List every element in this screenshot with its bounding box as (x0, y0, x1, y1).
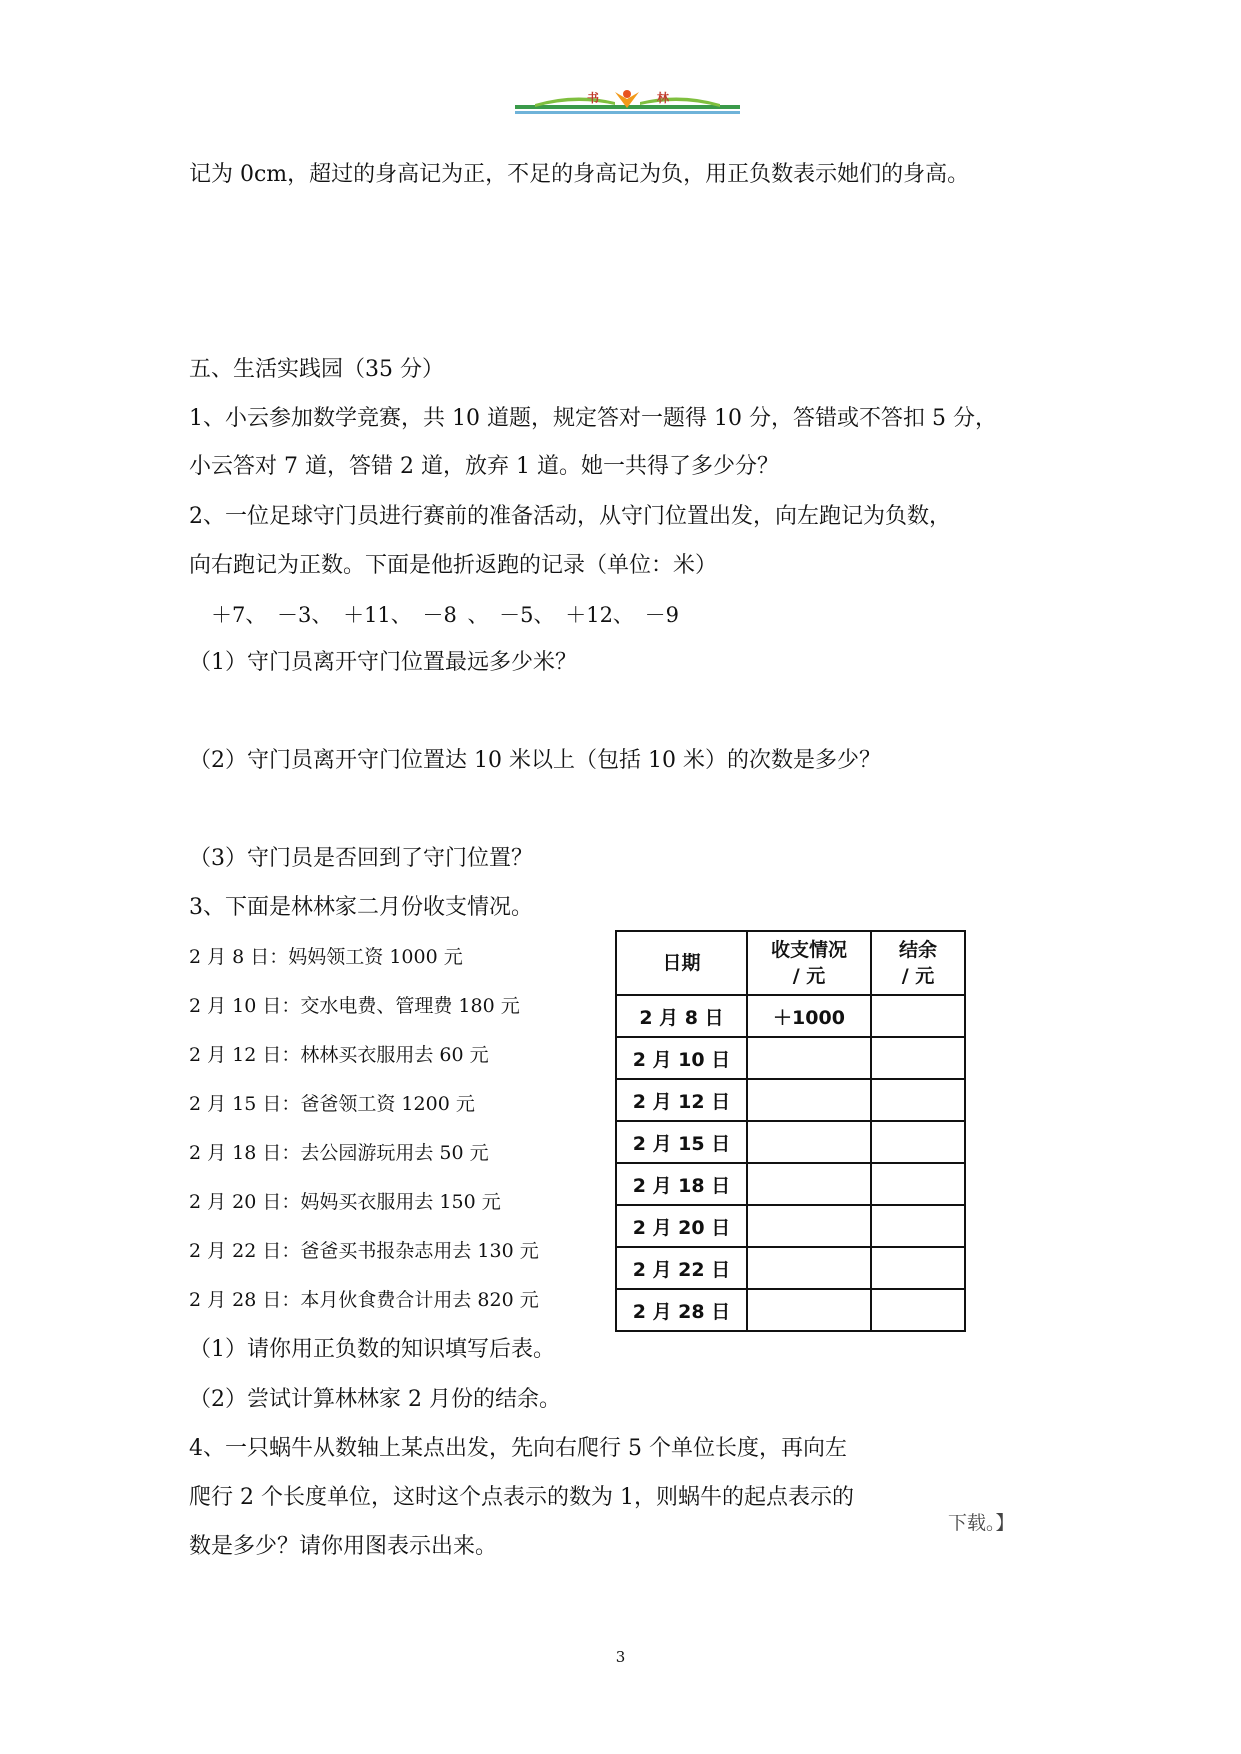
cell-balance[interactable] (871, 1121, 965, 1163)
cell-amount[interactable] (747, 1121, 871, 1163)
q1-line2: 小云答对 7 道，答错 2 道，放弃 1 道。她一共得了多少分？ (189, 454, 779, 479)
q2-records: ＋7、 －3、 ＋11、 －8 、 －5、 ＋12、 －9 (211, 603, 679, 627)
q3-item: 2 月 28 日：本月伙食费合计用去 820 元 (189, 1289, 539, 1311)
q3-sub2: （2）尝试计算林林家 2 月份的结余。 (189, 1387, 561, 1412)
cell-balance[interactable] (871, 1079, 965, 1121)
svg-text:林: 林 (657, 91, 670, 105)
q3-item: 2 月 10 日：交水电费、管理费 180 元 (189, 995, 520, 1017)
table-row (616, 1205, 965, 1247)
q4-line3: 数是多少？请你用图表示出来。 (189, 1534, 498, 1559)
q2-sub2: （2）守门员离开守门位置达 10 米以上（包括 10 米）的次数是多少？ (189, 748, 881, 773)
header-amount: 收支情况 / 元 (747, 931, 871, 995)
cell-date: 2 月 20 日 (616, 1205, 747, 1247)
q2-sub1: （1）守门员离开守门位置最远多少米？ (189, 650, 577, 675)
page-number: 3 (615, 1648, 626, 1666)
cell-date: 2 月 10 日 (616, 1037, 747, 1079)
q4-line1: 4、一只蜗牛从数轴上某点出发，先向右爬行 5 个单位长度，再向左 (189, 1436, 847, 1461)
cell-balance[interactable] (871, 995, 965, 1037)
table-row (616, 1247, 965, 1289)
cell-balance[interactable] (871, 1289, 965, 1331)
cell-balance[interactable] (871, 1163, 965, 1205)
table-row (616, 1289, 965, 1331)
cell-amount[interactable] (747, 1205, 871, 1247)
income-expense-table (615, 930, 966, 1332)
q4-line2: 爬行 2 个长度单位，这时这个点表示的数为 1，则蜗牛的起点表示的 (189, 1485, 854, 1510)
cell-amount[interactable] (747, 1247, 871, 1289)
q3-item: 2 月 8 日：妈妈领工资 1000 元 (189, 946, 463, 968)
cell-balance[interactable] (871, 1037, 965, 1079)
cell-amount[interactable] (747, 1289, 871, 1331)
cell-date: 2 月 8 日 (616, 995, 747, 1037)
cell-amount[interactable] (747, 1079, 871, 1121)
q3-item: 2 月 15 日：爸爸领工资 1200 元 (189, 1093, 475, 1115)
q3-item: 2 月 20 日：妈妈买衣服用去 150 元 (189, 1191, 501, 1213)
header-date: 日期 (616, 931, 747, 995)
q3-item: 2 月 22 日：爸爸买书报杂志用去 130 元 (189, 1240, 539, 1262)
q3-title: 3、下面是林林家二月份收支情况。 (189, 895, 533, 920)
q2-line1: 2、一位足球守门员进行赛前的准备活动，从守门位置出发，向左跑记为负数， (189, 504, 951, 529)
cell-date: 2 月 18 日 (616, 1163, 747, 1205)
q1-line1: 1、小云参加数学竞赛，共 10 道题，规定答对一题得 10 分，答错或不答扣 5 分， (189, 406, 997, 431)
q3-sub1: （1）请你用正负数的知识填写后表。 (189, 1337, 555, 1362)
cell-date: 2 月 22 日 (616, 1247, 747, 1289)
table-row (616, 1037, 965, 1079)
cell-balance[interactable] (871, 1247, 965, 1289)
table-row (616, 1163, 965, 1205)
table-row (616, 995, 965, 1037)
intro-line: 记为 0cm，超过的身高记为正，不足的身高记为负，用正负数表示她们的身高。 (189, 162, 970, 187)
cell-amount[interactable] (747, 1037, 871, 1079)
svg-text:书: 书 (587, 91, 600, 105)
table-header-row (616, 931, 965, 995)
q2-sub3: （3）守门员是否回到了守门位置？ (189, 846, 533, 871)
table-row (616, 1079, 965, 1121)
cell-amount[interactable]: ＋1000 (747, 995, 871, 1037)
table-row (616, 1121, 965, 1163)
header-balance: 结余 / 元 (871, 931, 965, 995)
q3-item: 2 月 18 日：去公园游玩用去 50 元 (189, 1142, 489, 1164)
q2-line2: 向右跑记为正数。下面是他折返跑的记录（单位：米） (189, 553, 718, 578)
download-note: 下载。】 (948, 1512, 1015, 1534)
cell-amount[interactable] (747, 1163, 871, 1205)
cell-balance[interactable] (871, 1205, 965, 1247)
cell-date: 2 月 15 日 (616, 1121, 747, 1163)
q3-item: 2 月 12 日：林林买衣服用去 60 元 (189, 1044, 489, 1066)
cell-date: 2 月 12 日 (616, 1079, 747, 1121)
publisher-logo (515, 88, 740, 118)
section-title: 五、生活实践园（35 分） (189, 357, 444, 382)
cell-date: 2 月 28 日 (616, 1289, 747, 1331)
